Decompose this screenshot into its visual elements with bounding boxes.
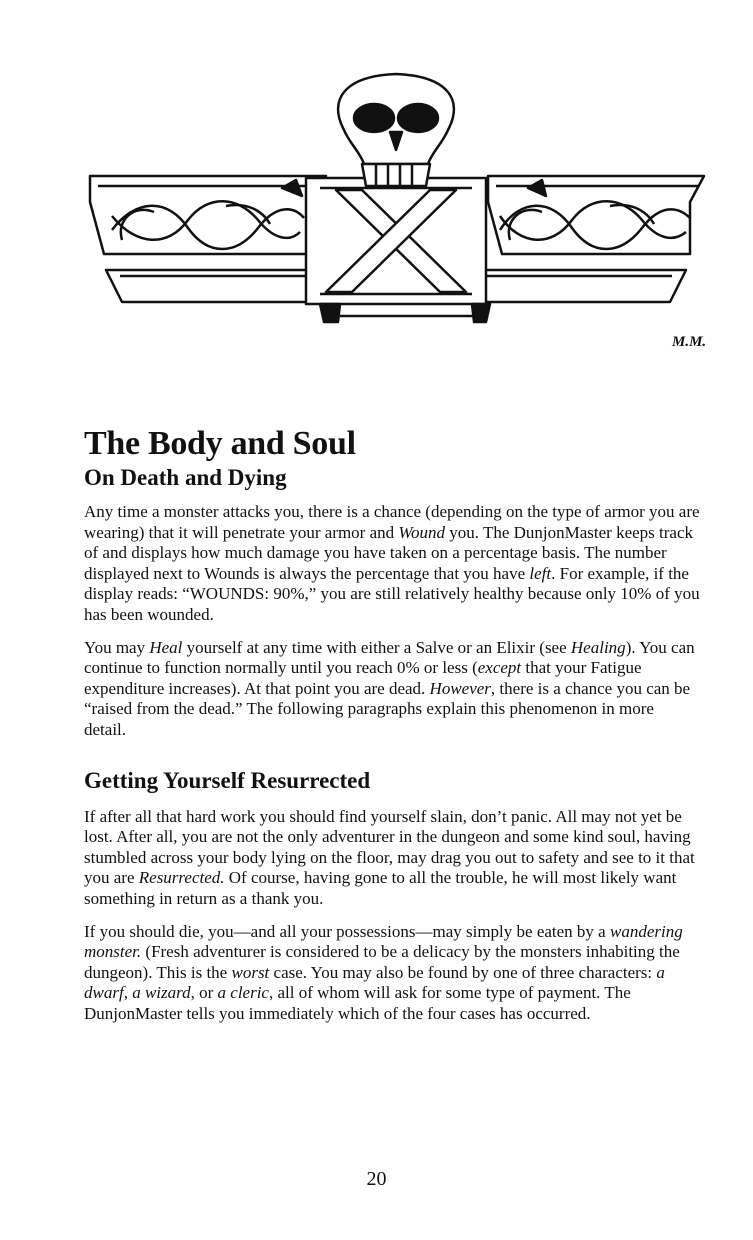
section-heading: Getting Yourself Resurrected bbox=[84, 767, 371, 793]
paragraph-healing bbox=[84, 638, 700, 741]
skull-crossbeams-drawing bbox=[76, 70, 716, 360]
text-run: If you should die, you—and all your possessions—may simply be eaten by a bbox=[84, 921, 610, 941]
emphasis-resurrected: Resurrected. bbox=[138, 868, 225, 888]
page-title: The Body and Soul bbox=[84, 425, 356, 462]
text-run: You may bbox=[84, 637, 150, 657]
paragraph-cases bbox=[84, 922, 700, 1025]
text-run: yourself at any time with either a Salve or an Elixir (see bbox=[182, 637, 571, 657]
page-subtitle: On Death and Dying bbox=[84, 465, 287, 490]
text-run: , bbox=[123, 983, 133, 1003]
text-run: , or bbox=[190, 983, 218, 1003]
paragraph-wounds bbox=[84, 502, 700, 626]
artist-signature: M.M. bbox=[672, 334, 707, 350]
text-run: Any time a monster attacks you, there is a chance (depending on the type of armor you are wearing) that it will penetrate your armor and bbox=[84, 502, 700, 542]
text-run: If after all that hard work you should find yourself slain, don’t panic. All may not yet be lost. After all, you are not the only adventurer in the dungeon and some kind soul, having stumbled across your body lying on the floor, may drag you out to safety and see to it that you are bbox=[84, 806, 695, 888]
skull-bridge-illustration bbox=[76, 70, 716, 360]
text-run: ). You can continue to function normally until you reach 0% or less ( bbox=[84, 637, 695, 678]
paragraph-resurrection bbox=[84, 807, 700, 910]
emphasis-left: left bbox=[529, 563, 552, 583]
emphasis-dwarf: a dwarf bbox=[84, 962, 665, 1003]
emphasis-except: except bbox=[477, 658, 522, 678]
text-run: , all of whom will ask for some type of payment. The DunjonMaster tells you immediately which of the four cases has occurred. bbox=[84, 983, 631, 1023]
emphasis-heal: Heal bbox=[149, 637, 183, 657]
text-run: you. The DunjonMaster keeps track of and displays how much damage you have taken on a percentage basis. The number displayed next to Wounds is always the percentage that you have bbox=[84, 522, 694, 583]
text-run: . For example, if the display reads: “WOUNDS: 90%,” you are still relatively healthy because only 10% of you has been wounded. bbox=[84, 563, 700, 624]
page-content bbox=[84, 424, 700, 1036]
emphasis-healing: Healing bbox=[570, 637, 626, 657]
text-run: , there is a chance you can be “raised from the dead.” The following paragraphs explain this phenomenon in more detail. bbox=[84, 678, 691, 739]
text-run: that your Fatigue expenditure increases). At that point you are dead. bbox=[84, 658, 642, 698]
emphasis-worst: worst bbox=[231, 962, 270, 982]
emphasis-wizard: a wizard bbox=[132, 983, 191, 1003]
page-number: 20 bbox=[366, 1168, 387, 1190]
emphasis-wandering-monster: wandering monster. bbox=[84, 921, 683, 962]
text-run: case. You may also be found by one of three characters: bbox=[269, 962, 657, 982]
emphasis-however: However bbox=[429, 678, 491, 698]
emphasis-cleric: a cleric bbox=[217, 983, 269, 1003]
emphasis-wound: Wound bbox=[398, 522, 445, 542]
text-run: Of course, having gone to all the trouble, he will most likely want something in return as a thank you. bbox=[84, 868, 677, 908]
text-run: (Fresh adventurer is considered to be a delicacy by the monsters inhabiting the dungeon). This is the bbox=[84, 942, 680, 982]
